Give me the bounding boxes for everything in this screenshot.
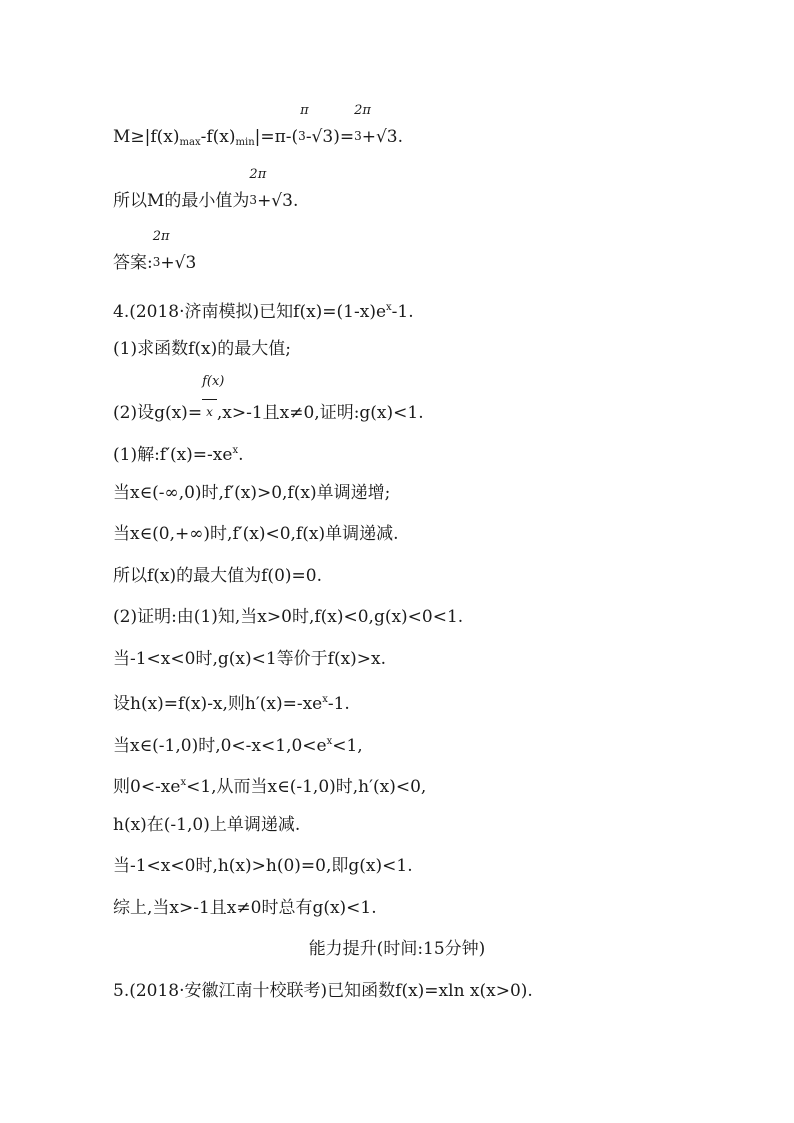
text-segment: . — [238, 445, 244, 465]
problem-5-statement: 5.(2018·安徽江南十校联考)已知函数f(x)=xln x(x>0). — [113, 981, 533, 1001]
problem-4-part-1: (1)求函数f(x)的最大值; — [113, 339, 291, 359]
fraction-2pi-over-3 — [354, 103, 371, 149]
section-title: 能力提升(时间:15分钟) — [308, 939, 486, 959]
text-segment: <1, — [332, 736, 363, 756]
fraction-denominator: 3 — [152, 255, 161, 269]
proof-interval — [113, 730, 363, 758]
superscript: x — [180, 777, 187, 788]
text-segment: -1. — [327, 694, 350, 714]
text-segment: +√3. — [257, 191, 299, 211]
text-segment: |=π-( — [254, 127, 299, 147]
text-segment: (2)设g(x)= — [113, 403, 203, 423]
proof-conclusion-interval: 当-1<x<0时,h(x)>h(0)=0,即g(x)<1. — [113, 856, 413, 876]
text-segment: 4.(2018·济南模拟)已知f(x)=(1-x)e — [113, 302, 387, 322]
fraction-denominator: 3 — [249, 193, 258, 207]
fraction-denominator: x — [202, 399, 217, 424]
text-segment: 设h(x)=f(x)-x,则h′(x)=-xe — [113, 694, 323, 714]
superscript: x — [322, 694, 328, 705]
solution-maximum: 所以f(x)的最大值为f(0)=0. — [113, 566, 322, 586]
subscript-max: max — [179, 137, 201, 148]
text-segment: 所以M的最小值为 — [113, 191, 250, 211]
subscript-min: min — [235, 137, 255, 148]
solution-part-1-derivative — [113, 439, 244, 467]
answer-label: 答案: — [113, 253, 153, 273]
text-segment: (1)解:f′(x)=-xe — [113, 445, 233, 465]
text-segment: M≥|f(x) — [113, 127, 180, 147]
proof-h-decreasing: h(x)在(-1,0)上单调递减. — [113, 815, 301, 835]
text-segment: <1,从而当x∈(-1,0)时,h′(x)<0, — [186, 777, 427, 797]
superscript: x — [386, 302, 392, 313]
proof-equivalence: 当-1<x<0时,g(x)<1等价于f(x)>x. — [113, 649, 387, 669]
fraction-2pi-over-3 — [249, 167, 267, 213]
text-segment: ,x>-1且x≠0,证明:g(x)<1. — [216, 403, 424, 423]
fraction-numerator: π — [300, 103, 309, 118]
problem-4-statement — [113, 296, 414, 324]
text-segment: +√3. — [361, 127, 404, 147]
problem-4-part-2 — [113, 374, 424, 425]
text-segment: 则0<-xe — [113, 777, 181, 797]
text-segment: 当x∈(-1,0)时,0<-x<1,0<e — [113, 736, 327, 756]
fraction-denominator: 3 — [354, 129, 362, 143]
solution-increasing: 当x∈(-∞,0)时,f′(x)>0,f(x)单调递增; — [113, 483, 391, 503]
formula-line-2 — [113, 167, 299, 213]
proof-conclusion: 综上,当x>-1且x≠0时总有g(x)<1. — [113, 898, 377, 918]
proof-h-derivative-negative — [113, 771, 426, 799]
fraction-numerator: 2π — [152, 229, 170, 244]
fraction-numerator: 2π — [354, 103, 371, 118]
formula-line-1 — [113, 103, 404, 155]
fraction-denominator: 3 — [298, 129, 306, 143]
fraction-pi-over-3 — [298, 103, 309, 149]
text-segment: -√3)= — [305, 127, 355, 147]
fraction-2pi-over-3 — [152, 229, 170, 275]
solution-decreasing: 当x∈(0,+∞)时,f′(x)<0,f(x)单调递减. — [113, 524, 399, 544]
proof-part-2-start: (2)证明:由(1)知,当x>0时,f(x)<0,g(x)<0<1. — [113, 607, 464, 627]
superscript: x — [326, 736, 333, 747]
answer-line — [113, 229, 197, 275]
superscript: x — [232, 445, 239, 456]
text-segment: +√3 — [160, 253, 197, 273]
fraction-numerator: 2π — [249, 167, 267, 182]
proof-define-h — [113, 688, 350, 716]
fraction-fx-over-x — [202, 374, 225, 425]
text-segment: -1. — [391, 302, 414, 322]
fraction-numerator: f(x) — [202, 374, 225, 389]
text-segment: -f(x) — [200, 127, 236, 147]
